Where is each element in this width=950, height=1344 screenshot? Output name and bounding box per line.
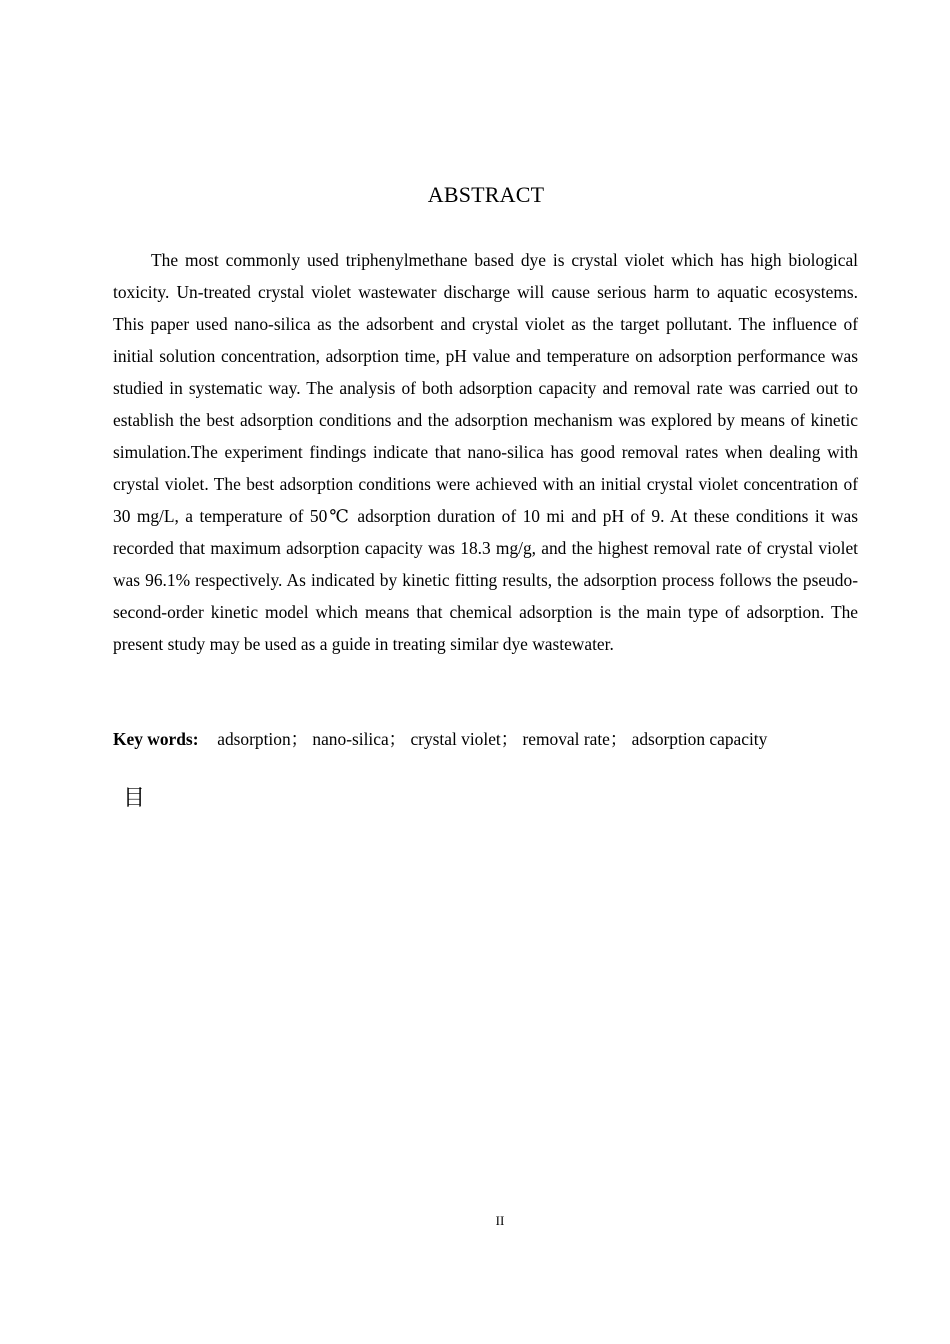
keywords-label: Key words: <box>113 729 199 749</box>
keywords-line <box>113 723 873 755</box>
page-number: II <box>495 1213 505 1228</box>
keyword-item: crystal violet； <box>410 729 519 749</box>
keyword-item: nano-silica； <box>312 729 407 749</box>
abstract-title: ABSTRACT <box>427 182 545 207</box>
keyword-item: adsorption； <box>217 729 309 749</box>
keyword-item: removal rate； <box>522 729 628 749</box>
keyword-item: adsorption capacity <box>631 729 768 749</box>
toc-heading-fragment: 目 <box>123 786 146 811</box>
abstract-body: The most commonly used triphenylmethane based dye is crystal violet which has high biological toxicity. Un-treated crystal violet wastewater discharge will cause serious harm to aquatic ecosystems. This paper used nano-silica as the adsorbent and crystal violet as the target pollutant. The influence of initial solution concentration, adsorption time, pH value and temperature on adsorption performance was studied in systematic way. The analysis of both adsorption capacity and removal rate was carried out to establish the best adsorption conditions and the adsorption mechanism was explored by means of kinetic simulation.The experiment findings indicate that nano-silica has good removal rates when dealing with crystal violet. The best adsorption conditions were achieved with an initial crystal violet concentration of 30 mg/L, a temperature of 50℃ adsorption duration of 10 mi and pH of 9. At these conditions it was recorded that maximum adsorption capacity was 18.3 mg/g, and the highest removal rate of crystal violet was 96.1% respectively. As indicated by kinetic fitting results, the adsorption process follows the pseudo-second-order kinetic model which means that chemical adsorption is the main type of adsorption. The present study may be used as a guide in treating similar dye wastewater. <box>113 250 858 654</box>
